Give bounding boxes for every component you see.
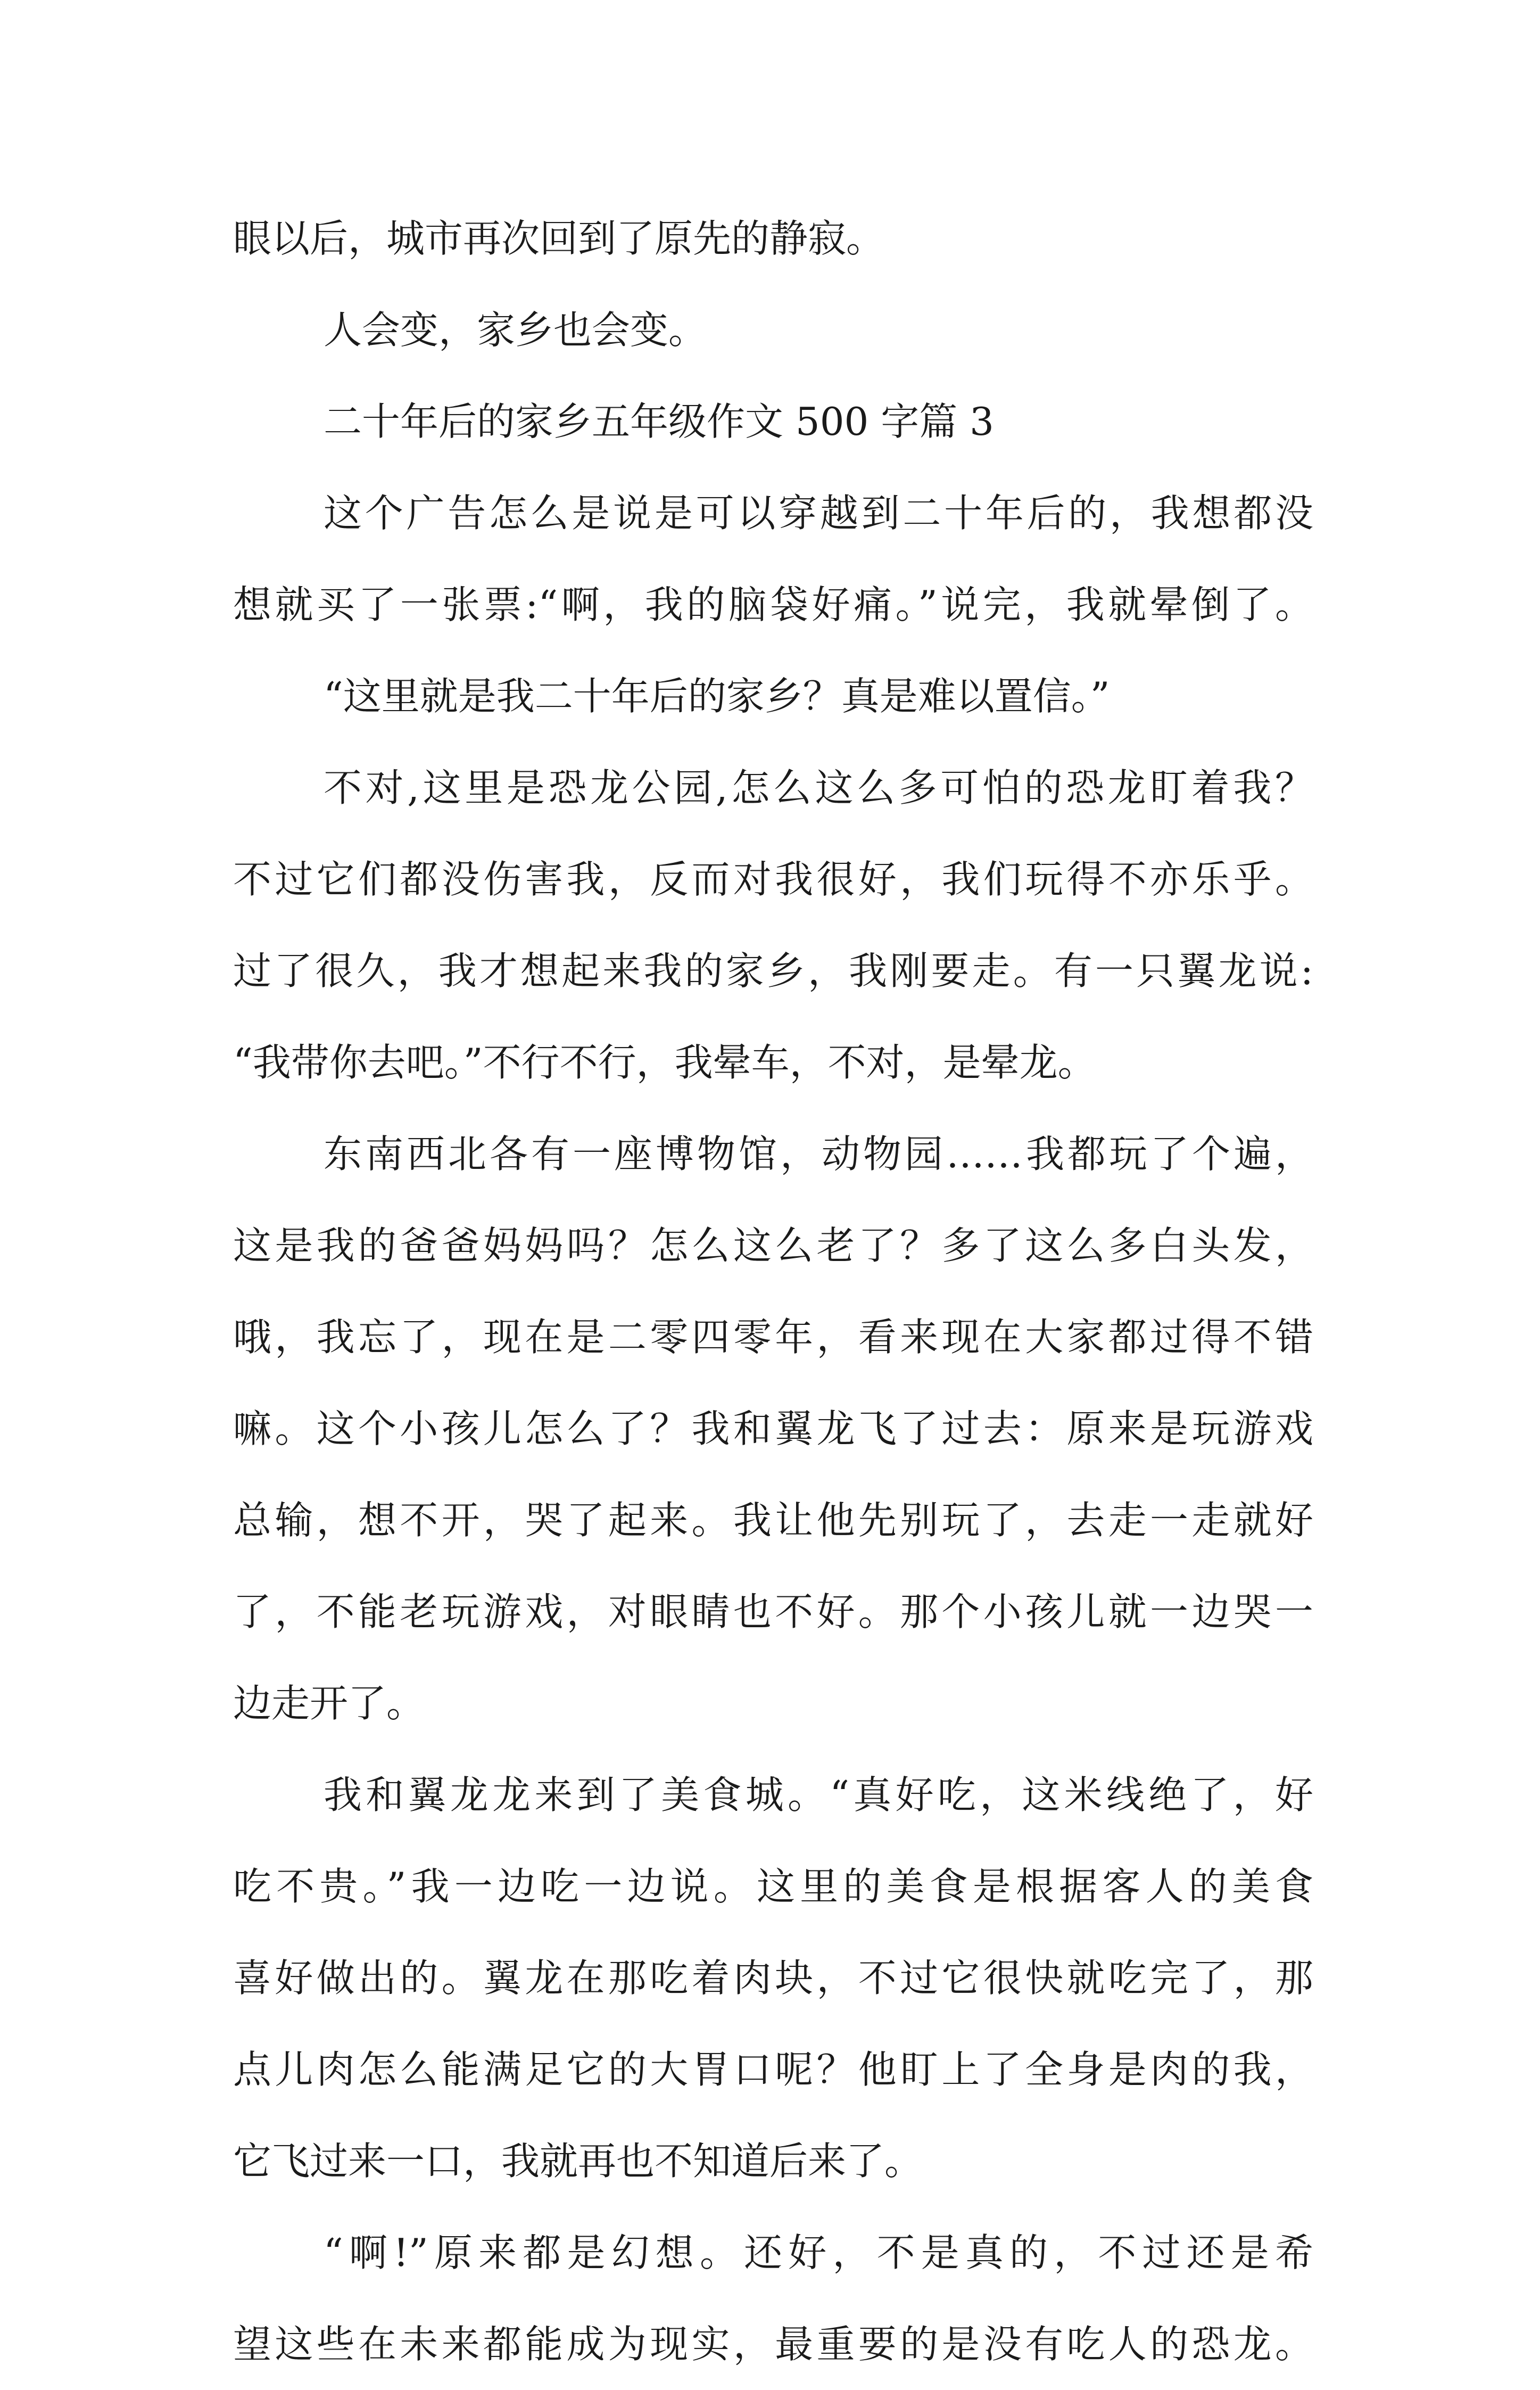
text-line-1: 眼以后，城市再次回到了原先的静寂。 — [233, 216, 885, 261]
text-line-4: 这个广告怎么是说是可以穿越到二十年后的，我想都没 — [324, 491, 1313, 535]
section-heading: 二十年后的家乡五年级作文 500 字篇 3 — [324, 399, 994, 444]
text-line-15: 总输，想不开，哭了起来。我让他先别玩了，去走一走就好 — [233, 1498, 1313, 1543]
text-line-10: “我带你去吧。”不行不行，我晕车，不对，是晕龙。 — [233, 1040, 1096, 1085]
text-line-2: 人会变，家乡也会变。 — [324, 308, 707, 352]
text-line-13: 哦，我忘了，现在是二零四零年，看来现在大家都过得不错 — [233, 1315, 1313, 1359]
text-line-12: 这是我的爸爸妈妈吗？怎么这么老了？多了这么多白头发， — [233, 1223, 1313, 1268]
text-line-6: “这里就是我二十年后的家乡？真是难以置信。” — [324, 674, 1110, 719]
text-line-5: 想就买了一张票:“啊，我的脑袋好痛。”说完，我就晕倒了。 — [233, 582, 1313, 627]
text-line-19: 吃不贵。”我一边吃一边说。这里的美食是根据客人的美食 — [233, 1864, 1313, 1909]
text-line-24: 望这些在未来都能成为现实，最重要的是没有吃人的恐龙。 — [233, 2322, 1313, 2367]
text-line-7: 不对,这里是恐龙公园,怎么这么多可怕的恐龙盯着我？ — [324, 765, 1313, 810]
text-line-17: 边走开了。 — [233, 1681, 425, 1726]
text-line-18: 我和翼龙龙来到了美食城。“真好吃，这米线绝了，好 — [324, 1773, 1313, 1817]
essay-text — [233, 193, 1313, 2390]
text-line-8: 不过它们都没伤害我，反而对我很好，我们玩得不亦乐乎。 — [233, 857, 1313, 902]
text-line-20: 喜好做出的。翼龙在那吃着肉块，不过它很快就吃完了，那 — [233, 1956, 1313, 2000]
text-line-21: 点儿肉怎么能满足它的大胃口呢？他盯上了全身是肉的我， — [233, 2047, 1313, 2092]
text-line-22: 它飞过来一口，我就再也不知道后来了。 — [233, 2139, 923, 2183]
text-line-14: 嘛。这个小孩儿怎么了？我和翼龙飞了过去：原来是玩游戏 — [233, 1406, 1313, 1451]
text-line-11: 东南西北各有一座博物馆，动物园……我都玩了个遍， — [324, 1132, 1313, 1176]
text-line-9: 过了很久，我才想起来我的家乡，我刚要走。有一只翼龙说: — [233, 949, 1313, 993]
text-line-16: 了，不能老玩游戏，对眼睛也不好。那个小孩儿就一边哭一 — [233, 1589, 1313, 1634]
text-line-23: “啊!”原来都是幻想。还好，不是真的，不过还是希 — [324, 2230, 1313, 2275]
